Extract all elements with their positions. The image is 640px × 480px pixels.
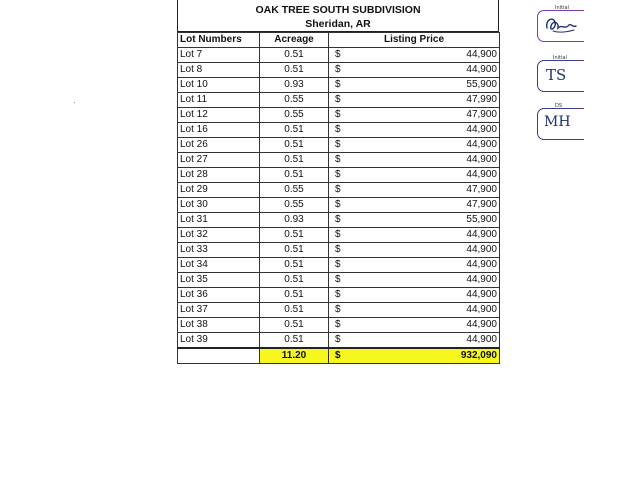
listing-price-cell — [329, 138, 500, 153]
initial-stamp-3 — [537, 103, 587, 141]
currency-symbol: $ — [335, 169, 341, 180]
acreage-cell: 0.51 — [260, 123, 329, 138]
listing-price-cell — [329, 273, 500, 288]
acreage-cell: 0.51 — [260, 153, 329, 168]
price-value: 44,900 — [466, 334, 497, 345]
lot-rows — [178, 48, 500, 349]
acreage-cell: 0.51 — [260, 303, 329, 318]
price-value: 44,900 — [466, 259, 497, 270]
currency-symbol: $ — [335, 229, 341, 240]
listing-price-cell — [329, 303, 500, 318]
listing-price-cell — [329, 108, 500, 123]
price-value: 44,900 — [466, 154, 497, 165]
listing-price-cell — [329, 78, 500, 93]
acreage-cell: 0.51 — [260, 333, 329, 349]
currency-symbol: $ — [335, 199, 341, 210]
lot-number-cell: Lot 16 — [178, 123, 260, 138]
table-row — [178, 303, 500, 318]
lot-number-cell: Lot 38 — [178, 318, 260, 333]
listing-price-cell — [329, 318, 500, 333]
lot-number-cell: Lot 35 — [178, 273, 260, 288]
lot-number-cell: Lot 27 — [178, 153, 260, 168]
acreage-cell: 0.51 — [260, 63, 329, 78]
listing-price-cell — [329, 123, 500, 138]
lot-number-cell: Lot 28 — [178, 168, 260, 183]
acreage-cell: 0.93 — [260, 78, 329, 93]
currency-symbol: $ — [335, 244, 341, 255]
currency-symbol: $ — [335, 124, 341, 135]
total-price: 932,090 — [460, 350, 497, 361]
column-header-listing-price: Listing Price — [329, 33, 500, 48]
price-value: 44,900 — [466, 139, 497, 150]
acreage-cell: 0.51 — [260, 138, 329, 153]
stamp-caption: Initial — [553, 55, 567, 61]
listing-price-cell — [329, 198, 500, 213]
initial-stamp-2 — [537, 55, 587, 93]
listing-price-cell — [329, 93, 500, 108]
lot-number-cell: Lot 30 — [178, 198, 260, 213]
listing-price-cell — [329, 243, 500, 258]
sheet-header — [177, 0, 499, 32]
table-row — [178, 153, 500, 168]
listing-price-cell — [329, 183, 500, 198]
acreage-cell: 0.51 — [260, 168, 329, 183]
price-value: 44,900 — [466, 229, 497, 240]
totals-row — [178, 348, 500, 364]
lot-number-cell: Lot 33 — [178, 243, 260, 258]
acreage-cell: 0.51 — [260, 258, 329, 273]
lot-number-cell: Lot 34 — [178, 258, 260, 273]
scan-speck — [74, 102, 75, 103]
listing-price-cell — [329, 258, 500, 273]
table-row — [178, 213, 500, 228]
acreage-cell: 0.51 — [260, 228, 329, 243]
table-row — [178, 108, 500, 123]
table-row — [178, 168, 500, 183]
lot-number-cell: Lot 11 — [178, 93, 260, 108]
initials-text: TS — [546, 66, 567, 84]
listing-price-cell — [329, 288, 500, 303]
price-value: 55,900 — [466, 79, 497, 90]
acreage-cell: 0.51 — [260, 273, 329, 288]
currency-symbol: $ — [335, 79, 341, 90]
lot-number-cell: Lot 7 — [178, 48, 260, 63]
table-row — [178, 258, 500, 273]
subdivision-title: OAK TREE SOUTH SUBDIVISION — [255, 4, 421, 16]
total-acreage: 11.20 — [260, 348, 329, 364]
initials-text: MH — [544, 114, 571, 130]
lot-number-cell: Lot 32 — [178, 228, 260, 243]
price-value: 44,900 — [466, 124, 497, 135]
price-value: 44,900 — [466, 49, 497, 60]
acreage-cell: 0.51 — [260, 48, 329, 63]
stamp-caption: DS — [555, 103, 563, 109]
totals-label-cell — [178, 348, 260, 364]
price-value: 44,900 — [466, 289, 497, 300]
listing-price-cell — [329, 213, 500, 228]
table-row — [178, 288, 500, 303]
currency-symbol: $ — [335, 109, 341, 120]
price-value: 44,900 — [466, 274, 497, 285]
price-value: 47,900 — [466, 184, 497, 195]
lot-number-cell: Lot 31 — [178, 213, 260, 228]
lot-number-cell: Lot 39 — [178, 333, 260, 349]
total-price-cell — [329, 348, 500, 364]
currency-symbol: $ — [335, 64, 341, 75]
acreage-cell: 0.51 — [260, 288, 329, 303]
table-row — [178, 273, 500, 288]
acreage-cell: 0.93 — [260, 213, 329, 228]
column-header-acreage: Acreage — [260, 33, 329, 48]
price-value: 47,900 — [466, 109, 497, 120]
table-row — [178, 63, 500, 78]
price-value: 55,900 — [466, 214, 497, 225]
currency-symbol: $ — [335, 274, 341, 285]
price-value: 47,990 — [466, 94, 497, 105]
lot-number-cell: Lot 37 — [178, 303, 260, 318]
lot-number-cell: Lot 10 — [178, 78, 260, 93]
acreage-cell: 0.55 — [260, 93, 329, 108]
currency-symbol: $ — [335, 139, 341, 150]
currency-symbol: $ — [335, 94, 341, 105]
currency-symbol: $ — [335, 319, 341, 330]
price-value: 44,900 — [466, 244, 497, 255]
table-row — [178, 138, 500, 153]
table-row — [178, 48, 500, 63]
currency-symbol: $ — [335, 289, 341, 300]
listing-price-cell — [329, 153, 500, 168]
lot-number-cell: Lot 36 — [178, 288, 260, 303]
price-value: 47,900 — [466, 199, 497, 210]
table-row — [178, 93, 500, 108]
acreage-cell: 0.51 — [260, 318, 329, 333]
lot-number-cell: Lot 26 — [178, 138, 260, 153]
acreage-cell: 0.55 — [260, 198, 329, 213]
currency-symbol: $ — [335, 334, 341, 345]
currency-symbol: $ — [335, 259, 341, 270]
currency-symbol: $ — [335, 214, 341, 225]
acreage-cell: 0.55 — [260, 108, 329, 123]
price-value: 44,900 — [466, 304, 497, 315]
table-row — [178, 228, 500, 243]
table-row — [178, 318, 500, 333]
currency-symbol: $ — [335, 49, 341, 60]
currency-symbol: $ — [335, 350, 341, 361]
lot-listing-table — [177, 32, 500, 364]
listing-price-cell — [329, 228, 500, 243]
stamp-caption: Initial — [555, 5, 569, 11]
currency-symbol: $ — [335, 184, 341, 195]
lot-number-cell: Lot 12 — [178, 108, 260, 123]
table-row — [178, 198, 500, 213]
lot-number-cell: Lot 8 — [178, 63, 260, 78]
listing-price-cell — [329, 63, 500, 78]
table-row — [178, 243, 500, 258]
listing-price-cell — [329, 333, 500, 349]
price-value: 44,900 — [466, 169, 497, 180]
acreage-cell: 0.55 — [260, 183, 329, 198]
initial-stamp-1 — [537, 5, 587, 43]
table-row — [178, 123, 500, 138]
subdivision-location: Sheridan, AR — [305, 18, 371, 30]
column-header-lot-numbers: Lot Numbers — [178, 33, 260, 48]
table-header-row — [178, 33, 500, 48]
listing-price-cell — [329, 168, 500, 183]
signature-scribble-icon — [543, 14, 579, 36]
acreage-cell: 0.51 — [260, 243, 329, 258]
table-row — [178, 333, 500, 349]
listing-price-cell — [329, 48, 500, 63]
price-value: 44,900 — [466, 64, 497, 75]
table-row — [178, 183, 500, 198]
lot-number-cell: Lot 29 — [178, 183, 260, 198]
currency-symbol: $ — [335, 304, 341, 315]
table-row — [178, 78, 500, 93]
price-value: 44,900 — [466, 319, 497, 330]
currency-symbol: $ — [335, 154, 341, 165]
